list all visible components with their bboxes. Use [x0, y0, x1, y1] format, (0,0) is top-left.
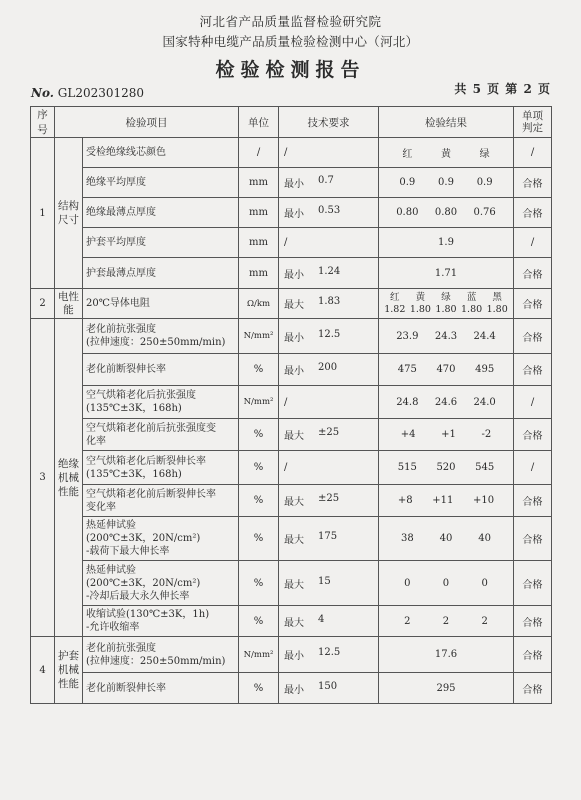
item-name [83, 354, 239, 386]
result-cell [379, 198, 514, 228]
requirement-type: 最小 [284, 332, 304, 344]
unit-cell: % [239, 561, 279, 606]
results-table [30, 106, 552, 704]
result-value: 17.6 [434, 649, 458, 660]
group-name: 电性能 [55, 289, 83, 319]
item-name [83, 319, 239, 354]
requirement-value: ±25 [318, 427, 340, 438]
result-value: -2 [481, 429, 492, 440]
result-value: 黄 [440, 149, 451, 160]
result-cell [379, 637, 514, 673]
page-info: 共 5 页 第 2 页 [454, 82, 551, 96]
col-verdict-line2: 判定 [522, 122, 543, 134]
item-line: (200℃±3K，20N/cm²) [86, 577, 201, 589]
result-cell [379, 168, 514, 198]
requirement-cell [279, 419, 379, 451]
requirement [282, 427, 375, 442]
table-row [31, 485, 552, 517]
report-number [31, 86, 144, 100]
table-row [31, 606, 552, 637]
requirement-type: 最小 [284, 179, 304, 190]
requirement-type: 最大 [284, 535, 304, 546]
item-name [83, 258, 239, 289]
group-seq: 1 [31, 138, 55, 289]
result-value: 520 [436, 462, 456, 473]
result-group [382, 364, 510, 375]
item-line: 护套平均厚度 [86, 237, 146, 248]
item-line: 老化前断裂伸长率 [86, 364, 166, 375]
result-cell [379, 354, 514, 386]
result-cell [379, 419, 514, 451]
requirement [282, 493, 375, 508]
result-colors [382, 292, 510, 304]
verdict-cell: 合格 [514, 673, 552, 704]
verdict-cell: 合格 [514, 561, 552, 606]
item-line: 绝缘平均厚度 [86, 177, 146, 188]
result-value: 38 [400, 533, 414, 544]
result-group [382, 145, 510, 160]
unit-cell: % [239, 673, 279, 704]
requirement-type: 最大 [284, 497, 304, 508]
requirement [282, 397, 375, 408]
requirement-type: 最小 [284, 269, 304, 281]
report-title: 检验检测报告 [215, 59, 366, 81]
table-row [31, 258, 552, 289]
requirement-type: / [284, 396, 288, 408]
item-name [83, 386, 239, 419]
item-line: -载荷下最大伸长率 [86, 546, 170, 557]
result-value: +4 [400, 429, 416, 440]
group-seq: 4 [31, 637, 55, 704]
result-value: 475 [397, 364, 417, 375]
col-result: 检验结果 [379, 107, 514, 138]
result-group [382, 578, 510, 589]
result-color: 黄 [415, 291, 426, 303]
item-line: 空气烘箱老化前后断裂伸长率 [86, 488, 216, 500]
result-group [382, 292, 510, 316]
requirement-value: 15 [318, 575, 331, 587]
verdict-cell: 合格 [514, 419, 552, 451]
requirement [282, 266, 375, 281]
result-value: 0.80 [434, 207, 458, 218]
item-name [83, 198, 239, 228]
requirement-cell [279, 168, 379, 198]
requirement-value: 12.5 [318, 328, 341, 340]
result-cell [379, 561, 514, 606]
item-name [83, 517, 239, 561]
result-value: 1.80 [409, 303, 431, 315]
unit-cell: % [239, 451, 279, 485]
requirement [282, 531, 375, 546]
requirement [282, 237, 375, 248]
result-value: 24.4 [473, 330, 496, 342]
requirement-cell [279, 138, 379, 168]
result-color: 黑 [492, 291, 502, 303]
result-value: 1.80 [435, 303, 457, 315]
result-color: 蓝 [466, 291, 477, 303]
result-value: 495 [475, 364, 495, 375]
result-cell [379, 228, 514, 258]
verdict-cell: / [514, 138, 552, 168]
table-row [31, 637, 552, 673]
result-value: 0 [442, 577, 450, 589]
result-value: 1.80 [461, 303, 483, 315]
requirement-cell [279, 354, 379, 386]
requirement [282, 205, 375, 220]
result-group [382, 331, 510, 342]
table-row [31, 451, 552, 485]
result-value: 0.80 [396, 207, 419, 218]
verdict-cell: 合格 [514, 354, 552, 386]
requirement-value: 175 [318, 531, 338, 542]
result-value: 24.6 [434, 396, 458, 408]
item-name [83, 168, 239, 198]
group-name: 绝缘机械性能 [55, 319, 83, 637]
item-name [83, 289, 239, 319]
item-name [83, 485, 239, 517]
result-color: 绿 [441, 291, 451, 303]
item-line: 空气烘箱老化后抗张强度 [86, 390, 196, 401]
result-group [382, 462, 510, 473]
requirement-cell [279, 386, 379, 419]
requirement-type: / [284, 237, 288, 248]
table-row [31, 386, 552, 419]
verdict-cell: 合格 [514, 319, 552, 354]
item-line: 化率 [86, 435, 106, 447]
result-value: 0.9 [399, 177, 416, 188]
requirement [282, 329, 375, 344]
unit-cell: / [239, 138, 279, 168]
result-value: +11 [432, 495, 454, 506]
table-row [31, 561, 552, 606]
result-value: 红 [402, 149, 413, 160]
requirement [282, 175, 375, 190]
institute-name: 河北省产品质量监督检验研究院 [199, 14, 382, 29]
result-value: 545 [475, 462, 495, 473]
result-value: 24.3 [434, 330, 458, 342]
requirement [282, 147, 375, 158]
unit-cell: Ω/km [239, 289, 279, 319]
item-line: 老化前抗张强度 [86, 642, 156, 654]
unit-cell: % [239, 606, 279, 637]
result-value: 0.9 [438, 177, 454, 188]
result-cell [379, 289, 514, 319]
table-row [31, 673, 552, 704]
requirement [282, 362, 375, 377]
item-name [83, 451, 239, 485]
requirement-value: 0.53 [318, 205, 341, 216]
unit-cell: mm [239, 168, 279, 198]
requirement-type: 最大 [284, 617, 304, 629]
verdict-cell: 合格 [514, 289, 552, 319]
table-row [31, 168, 552, 198]
result-value: 515 [397, 462, 417, 473]
unit-cell: N/mm² [239, 319, 279, 354]
verdict-cell: 合格 [514, 606, 552, 637]
item-line: 空气烘箱老化后断裂伸长率 [86, 455, 206, 467]
item-name [83, 228, 239, 258]
result-group [382, 616, 510, 627]
requirement-cell [279, 637, 379, 673]
requirement-value: ±25 [318, 493, 340, 504]
result-group [382, 207, 510, 218]
result-value: 0.76 [473, 207, 496, 218]
item-name [83, 138, 239, 168]
result-cell [379, 451, 514, 485]
requirement [282, 462, 375, 473]
col-verdict-line1: 单项 [522, 110, 543, 122]
table-row [31, 289, 552, 319]
verdict-cell: / [514, 386, 552, 419]
result-cell [379, 319, 514, 354]
requirement-type: 最大 [284, 431, 304, 442]
item-line: -允许收缩率 [86, 622, 140, 633]
result-value: 绿 [479, 149, 490, 160]
unit-cell: mm [239, 228, 279, 258]
item-name [83, 637, 239, 673]
item-line: 老化前断裂伸长率 [86, 682, 166, 694]
result-group [382, 177, 510, 188]
requirement-cell [279, 485, 379, 517]
item-line: 受检绝缘线芯颜色 [86, 147, 166, 158]
group-seq: 2 [31, 289, 55, 319]
item-line: (拉伸速度：250±50mm/min) [86, 655, 226, 667]
table-row [31, 319, 552, 354]
item-line: 护套最薄点厚度 [86, 267, 156, 279]
unit-cell: mm [239, 198, 279, 228]
table-row [31, 198, 552, 228]
header-row [31, 107, 552, 138]
requirement-type: 最大 [284, 300, 304, 311]
result-value: 0 [481, 577, 488, 589]
item-name [83, 561, 239, 606]
requirement [282, 576, 375, 591]
item-line: (200℃±3K，20N/cm²) [86, 533, 201, 544]
result-value: 24.8 [396, 396, 419, 408]
requirement-cell [279, 561, 379, 606]
requirement-value: 1.24 [318, 265, 341, 277]
item-line: (135℃±3K，168h) [86, 468, 182, 480]
requirement-type: 最小 [284, 651, 304, 662]
requirement [282, 681, 375, 696]
center-name: 国家特种电缆产品质量检验检测中心（河北） [162, 34, 419, 49]
requirement-type: 最大 [284, 579, 304, 591]
result-cell [379, 386, 514, 419]
result-value: 40 [478, 533, 491, 544]
result-color: 红 [390, 291, 400, 303]
requirement-value: 12.5 [318, 647, 341, 658]
requirement-cell [279, 319, 379, 354]
result-value: 23.9 [396, 330, 419, 342]
result-cell [379, 517, 514, 561]
result-value: 1.82 [384, 303, 406, 315]
requirement-value: 150 [318, 680, 338, 692]
verdict-cell: 合格 [514, 637, 552, 673]
verdict-cell: 合格 [514, 517, 552, 561]
report-number-prefix: No. [31, 86, 54, 100]
requirement [282, 647, 375, 662]
requirement-type: / [284, 462, 288, 473]
result-group [382, 397, 510, 408]
col-requirement: 技术要求 [279, 107, 379, 138]
verdict-cell: 合格 [514, 198, 552, 228]
group-name: 护套机械性能 [55, 637, 83, 704]
col-seq: 序号 [31, 107, 55, 138]
table-row [31, 517, 552, 561]
col-verdict [514, 107, 552, 138]
requirement-cell [279, 673, 379, 704]
result-cell [379, 606, 514, 637]
requirement [282, 296, 375, 311]
result-value: 0 [404, 577, 411, 589]
table-row [31, 228, 552, 258]
item-line: 变化率 [86, 501, 116, 513]
item-name [83, 419, 239, 451]
requirement-cell [279, 517, 379, 561]
result-value: 1.9 [438, 237, 454, 248]
item-line: (拉伸速度：250±50mm/min) [86, 337, 226, 348]
item-line: (135℃±3K，168h) [86, 403, 182, 414]
result-cell [379, 673, 514, 704]
verdict-cell: / [514, 451, 552, 485]
requirement-cell [279, 198, 379, 228]
unit-cell: % [239, 354, 279, 386]
unit-cell: N/mm² [239, 637, 279, 673]
item-line: 收缩试验(130℃±3K，1h) [86, 609, 210, 620]
result-value: 40 [439, 533, 453, 544]
unit-cell: % [239, 419, 279, 451]
result-value: +1 [441, 429, 456, 440]
unit-cell: mm [239, 258, 279, 289]
item-line: -冷却后最大永久伸长率 [86, 590, 190, 602]
result-value: +10 [473, 495, 495, 506]
unit-cell: N/mm² [239, 386, 279, 419]
result-value: 1.80 [486, 303, 508, 315]
result-cell [379, 258, 514, 289]
item-line: 热延伸试验 [86, 520, 136, 531]
result-group [382, 429, 510, 440]
verdict-cell: 合格 [514, 168, 552, 198]
result-value: 470 [436, 364, 456, 375]
report-number-value: GL202301280 [57, 86, 145, 100]
item-line: 空气烘箱老化前后抗张强度变 [86, 422, 216, 434]
col-unit: 单位 [239, 107, 279, 138]
item-line: 绝缘最薄点厚度 [86, 207, 156, 218]
verdict-cell: 合格 [514, 485, 552, 517]
requirement-cell [279, 606, 379, 637]
requirement-cell [279, 451, 379, 485]
verdict-cell: / [514, 228, 552, 258]
group-seq: 3 [31, 319, 55, 637]
requirement-cell [279, 289, 379, 319]
requirement-value: 200 [318, 362, 338, 373]
item-name [83, 673, 239, 704]
requirement-type: 最小 [284, 209, 304, 220]
requirement-value: 4 [318, 613, 325, 625]
result-value: 0.9 [476, 177, 493, 188]
table-row [31, 138, 552, 168]
result-group [382, 533, 510, 544]
result-values [382, 304, 510, 316]
item-line: 热延伸试验 [86, 564, 136, 576]
result-value: 295 [436, 682, 456, 694]
result-value: 2 [481, 615, 488, 627]
result-cell [379, 485, 514, 517]
item-line: 20℃导体电阻 [86, 298, 150, 309]
result-group [382, 495, 510, 506]
requirement-cell [279, 228, 379, 258]
requirement-type: 最小 [284, 366, 304, 377]
requirement-cell [279, 258, 379, 289]
table-row [31, 419, 552, 451]
item-line: 老化前抗张强度 [86, 324, 156, 335]
result-cell [379, 138, 514, 168]
result-value: 2 [404, 615, 411, 627]
table-row [31, 354, 552, 386]
requirement-value: 1.83 [318, 296, 341, 307]
result-value: 1.71 [434, 267, 458, 279]
result-value: 24.0 [473, 396, 496, 408]
requirement-type: / [284, 147, 288, 158]
group-name: 结构尺寸 [55, 138, 83, 289]
item-name [83, 606, 239, 637]
col-item: 检验项目 [55, 107, 239, 138]
result-value: +8 [397, 495, 413, 506]
requirement [282, 614, 375, 629]
unit-cell: % [239, 485, 279, 517]
verdict-cell: 合格 [514, 258, 552, 289]
requirement-type: 最小 [284, 684, 304, 696]
unit-cell: % [239, 517, 279, 561]
requirement-value: 0.7 [318, 175, 334, 186]
result-value: 2 [442, 615, 450, 627]
